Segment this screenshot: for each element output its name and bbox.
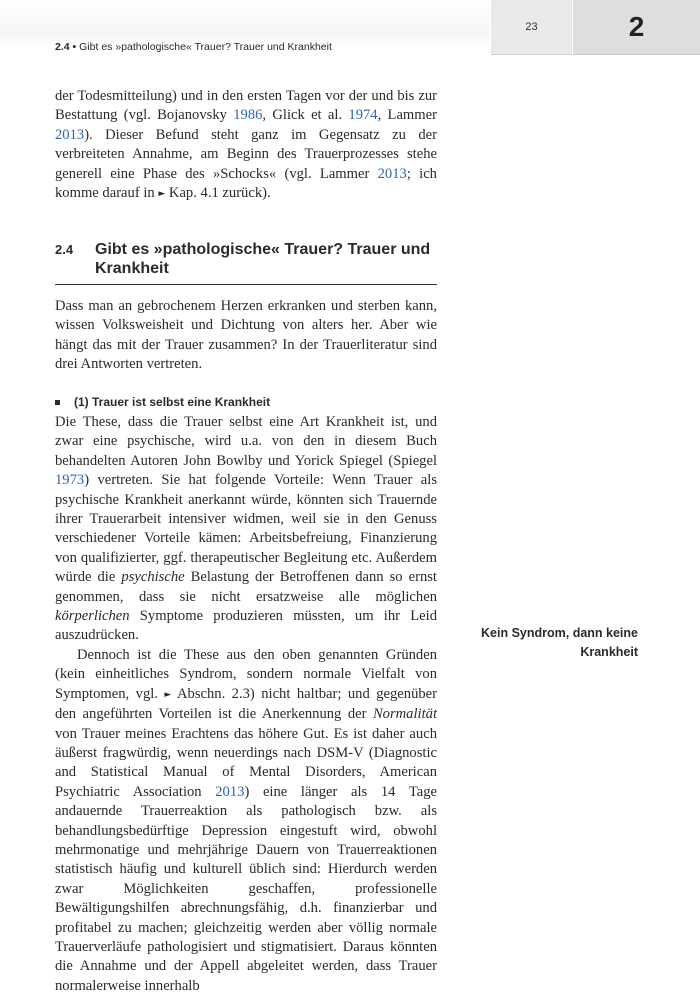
- text-run: Dennoch ist die These aus den oben genannten Gründen (kein einheitliches Syndrom, sondern normale Vielfalt von Symptomen, vgl.: [55, 646, 437, 702]
- emphasis: Normalität: [372, 706, 437, 723]
- marginal-note-line: Krankheit: [580, 645, 638, 659]
- arrow-right-icon: ►: [158, 189, 166, 200]
- chapter-number: 2: [628, 11, 645, 42]
- text-run: ; ich komme darauf in: [55, 165, 437, 202]
- paragraph-1: [55, 413, 437, 646]
- running-head-number: 2.4: [55, 41, 70, 53]
- text-run: Belastung der Betroffenen dann so ernst genommen, dass sie nicht ersatzweise alle möglichen: [55, 569, 437, 605]
- cross-reference-link[interactable]: Kap. 4.1 zurück).: [165, 185, 271, 202]
- text-run: Symptome produzieren müssten, um ihr Leid auszudrücken.: [55, 608, 437, 644]
- running-head: [55, 41, 332, 53]
- arrow-right-icon: ►: [164, 689, 172, 700]
- marginal-note: [460, 624, 638, 662]
- text-run: ). Dieser Befund steht ganz im Gegensatz zu der verbreiteten Annahme, am Beginn des Trauerprozesses stehe generell eine Phase des »Schocks« (vgl. Lammer: [55, 126, 437, 182]
- text-run: , Glick et al.: [262, 107, 349, 124]
- running-head-separator: •: [72, 41, 77, 53]
- section-heading: [55, 240, 437, 285]
- subsection-title: (1) Trauer ist selbst eine Krankheit: [74, 395, 271, 409]
- page-number: 23: [525, 21, 538, 33]
- section-intro-text: Dass man an gebrochenem Herzen erkranken und sterben kann, wissen Volksweisheit und Dichtung von alters her. Aber wie hängt das mit der Trauer zusammen? In der Trauerliteratur sind drei Antworten vertreten.: [55, 298, 437, 373]
- running-head-title: Gibt es »pathologische« Trauer? Trauer und Krankheit: [79, 41, 332, 53]
- text-run: ) vertreten. Sie hat folgende Vorteile: Wenn Trauer als psychische Krankheit anerkannt würde, könnten sich Trauernde ihrer Trauerarbeit intensiver widmen, weil sie in den Genuss verschiedener Vorteile kämen: Arbeitsbefreiung, Finanzierung von qualifizierter, ggf. therapeutischer Begleitung etc. Außerdem würde die: [55, 472, 437, 586]
- paragraph-2: [55, 646, 437, 996]
- citation-link[interactable]: 2013: [215, 783, 245, 800]
- subsection-heading: [55, 395, 270, 409]
- page-number-tab: [491, 0, 572, 55]
- section-intro-paragraph: [55, 297, 437, 375]
- citation-link[interactable]: 1974: [348, 107, 378, 124]
- text-run: von Trauer meines Erachtens das höhere Gut. Es ist daher auch äußerst fragwürdig, wenn neuerdings nach DSM-V (Diagnostic and Statistical Manual of Mental Disorders, American Psychiatric Association: [55, 725, 437, 800]
- chapter-tab: [573, 0, 700, 55]
- citation-link[interactable]: 2013: [55, 126, 85, 143]
- cross-reference-link[interactable]: Abschn. 2.3) nicht haltbar; und gegenüber den angeführten Vorteilen ist die Anerkennung der: [55, 685, 438, 723]
- citation-link[interactable]: 1986: [233, 107, 263, 124]
- text-run: ) eine länger als 14 Tage andauernde Trauerreaktion als pathologisch bzw. als behandlungsbedürftige Depression eingestuft wird, obwohl mehrmonatige und mehrjährige Dauern von Trauerreaktionen statistisch häufig und kulturell üblich sind: Hierdurch werden zwar Möglichkeiten geschaffen, professionelle Bewältigungshilfen abrechnungsfähig, d.h. finanzierbar und profitabel zu machen; gleichzeitig werden aber völlig normale Trauerverläufe pathologisiert und stigmatisiert. Daraus könnten die Annahme und der Appell abgeleitet werden, dass Trauer normalerweise innerhalb: [55, 783, 437, 994]
- citation-link[interactable]: 1973: [55, 472, 85, 489]
- section-number: 2.4: [55, 242, 74, 257]
- text-run: , Lammer: [377, 107, 437, 124]
- citation-link[interactable]: 2013: [377, 165, 407, 182]
- text-run: der Todesmitteilung) und in den ersten Tagen vor der und bis zur Bestattung (vgl. Bojanovsky: [55, 88, 437, 124]
- section-title: Gibt es »pathologische« Trauer? Trauer und Krankheit: [95, 241, 431, 277]
- emphasis: psychische: [121, 569, 185, 586]
- emphasis: körperlichen: [55, 608, 130, 625]
- body-paragraphs: [55, 413, 437, 996]
- square-bullet-icon: [55, 400, 60, 405]
- marginal-note-line: Kein Syndrom, dann keine: [481, 626, 638, 640]
- intro-paragraph: [55, 87, 437, 204]
- text-run: Die These, dass die Trauer selbst eine Art Krankheit ist, und zwar eine psychische, wird u.a. von den in diesem Buch behandelten Autoren John Bowlby und Yorick Spiegel (Spiegel: [55, 414, 437, 469]
